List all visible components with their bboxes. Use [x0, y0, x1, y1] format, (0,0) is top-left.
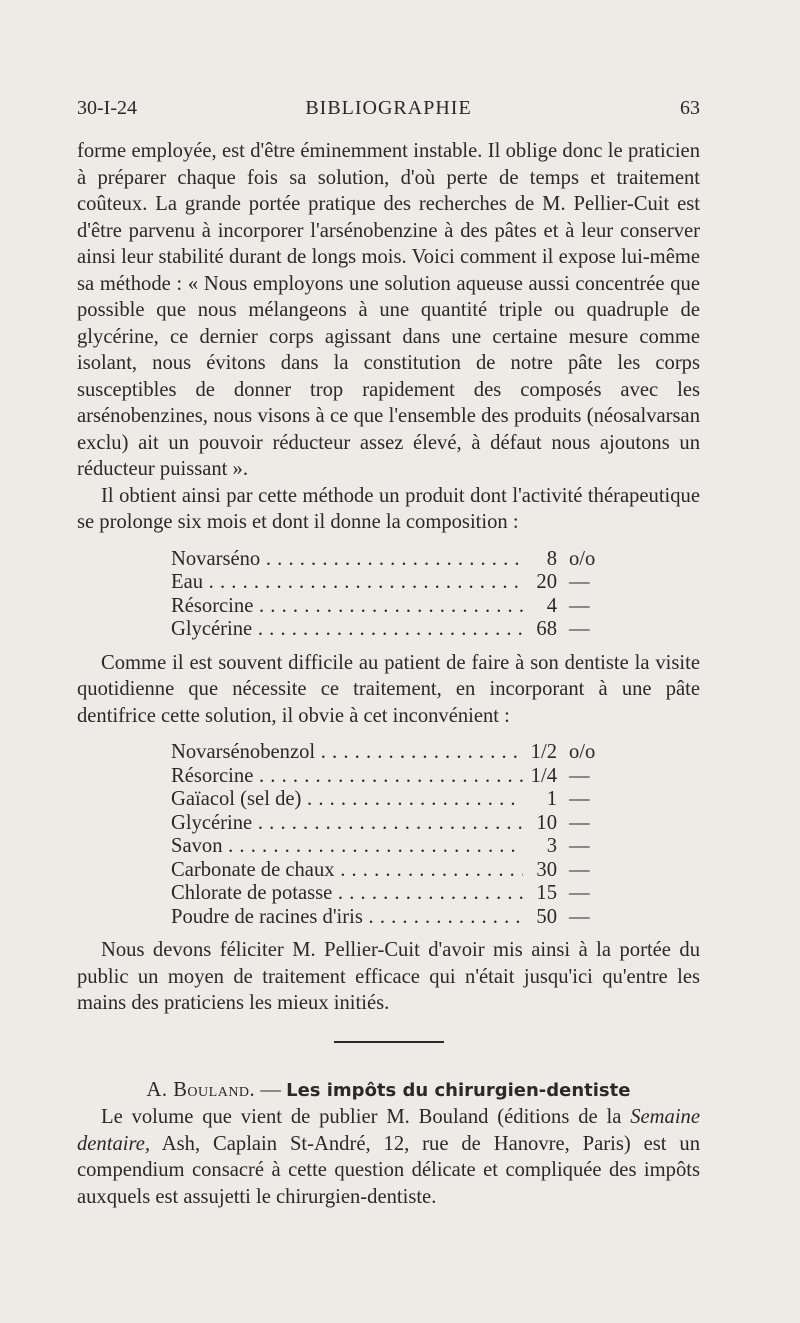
paragraph-composition-intro: Il obtient ainsi par cette méthode un produit dont l'activité thérapeutique se prolonge six mois et dont il donne la composition : [77, 484, 700, 533]
recipe-row [171, 739, 611, 763]
recipe-row [171, 810, 611, 834]
ingredient-quantity: 1/2 [530, 741, 557, 763]
ingredient-quantity: 20 [536, 571, 557, 593]
paragraph-review [77, 1104, 700, 1210]
ingredient-unit: — [569, 858, 590, 881]
review-heading [77, 1077, 700, 1105]
ingredient-name: Résorcine . . . [171, 763, 523, 790]
ingredient-unit: — [569, 835, 590, 857]
ingredient-unit: o/o [569, 547, 596, 570]
ingredient-unit: — [569, 764, 590, 787]
recipe-row [171, 857, 611, 881]
ingredient-quantity: 4 [546, 594, 557, 617]
ingredient-quantity: 15 [536, 882, 557, 904]
recipe-row [171, 593, 611, 617]
review-text-end: Ash, Caplain St-André, 12, rue de Hanovre, Paris) est un compendium consacré à cette question délicate et compliquée des impôts auxquels est assujetti le chirurgien-dentiste. [77, 1132, 700, 1208]
recipe-toothpaste [171, 739, 611, 927]
heading-dash: — [255, 1078, 287, 1101]
recipe-row [171, 904, 611, 928]
ingredient-unit: — [569, 571, 590, 593]
ingredient-name: Poudre de racines d'iris . . . [171, 904, 523, 931]
ingredient-name: Résorcine . . . [171, 593, 523, 620]
paragraph-conclusion: Nous devons féliciter M. Pellier-Cuit d'avoir mis ainsi à la portée du public un moyen de traitement efficace qui n'était jusqu'ici qu'entre les mains des praticiens les mieux initiés. [77, 939, 700, 1014]
page-number: 63 [680, 97, 700, 119]
ingredient-quantity: 10 [536, 811, 557, 834]
ingredient-name: Chlorate de potasse . . . [171, 880, 523, 907]
ingredient-unit: — [569, 594, 590, 617]
section-title: BIBLIOGRAPHIE [305, 97, 472, 119]
recipe-row [171, 763, 611, 787]
ingredient-unit: — [569, 882, 590, 904]
review-author: A. Bouland. [146, 1078, 256, 1101]
ingredient-name: Carbonate de chaux . . . [171, 857, 523, 884]
journal-name: Semaine dentaire, [77, 1106, 700, 1155]
recipe-row [171, 616, 611, 640]
paragraph-method: forme employée, est d'être éminemment instable. Il oblige donc le praticien à préparer chaque fois sa solution, d'où perte de temps et traitement coûteux. La grande portée pratique des recherches de M. Pellier-Cuit est d'être parvenu à incorporer l'arsénobenzine à des pâtes et à leur conserver ainsi leur stabilité durant de longs mois. Voici comment il expose lui-même sa méthode : « Nous employons une solution aqueuse aussi concentrée que possible que nous mélangeons à une quantité triple ou quadruple de glycérine, ce dernier corps agissant dans une certaine mesure comme isolant, nous évitons dans la constitution de notre pâte les corps susceptibles de donner trop rapidement des composés avec les arsénobenzines, nous visons à ce que l'ensemble des produits (néosalvarsan exclu) ait un pouvoir réducteur assez élevé, à défaut nous ajoutons un réducteur puissant ». [77, 140, 700, 480]
issue-date: 30-I-24 [77, 97, 137, 119]
ingredient-unit: — [569, 788, 590, 810]
article-body [77, 138, 700, 1210]
ingredient-name: Novarséno . . . [171, 546, 523, 573]
ingredient-unit: — [569, 618, 590, 640]
recipe-row [171, 546, 611, 570]
recipe-row [171, 786, 611, 810]
ingredient-unit: — [569, 905, 590, 928]
ingredient-name: Glycérine . . . [171, 810, 523, 837]
ingredient-unit: — [569, 811, 590, 834]
paragraph-toothpaste: Comme il est souvent difficile au patient de faire à son dentiste la visite quotidienne que nécessite ce traitement, en incorporant à une pâte dentifrice cette solution, il obvie à cet inconvénient : [77, 651, 700, 727]
recipe-row [171, 569, 611, 593]
recipe-row [171, 880, 611, 904]
review-title: Les impôts du chirurgien-dentiste [286, 1079, 631, 1101]
recipe-paste [171, 546, 611, 640]
ingredient-name: Novarsénobenzol . . . [171, 739, 523, 766]
ingredient-quantity: 1/4 [530, 764, 557, 787]
section-divider [334, 1041, 444, 1043]
review-text-start: Le volume que vient de publier M. Bouland (éditions de la [101, 1106, 631, 1128]
ingredient-quantity: 30 [536, 858, 557, 881]
ingredient-unit: o/o [569, 741, 596, 763]
ingredient-name: Eau . . . [171, 569, 523, 596]
recipe-row [171, 833, 611, 857]
ingredient-quantity: 3 [546, 835, 557, 857]
ingredient-quantity: 68 [536, 618, 557, 640]
ingredient-name: Savon . . . [171, 833, 523, 860]
ingredient-name: Glycérine . . . [171, 616, 523, 643]
ingredient-quantity: 50 [536, 905, 557, 928]
ingredient-quantity: 1 [546, 788, 557, 810]
ingredient-name: Gaïacol (sel de) . . . [171, 786, 523, 813]
ingredient-quantity: 8 [546, 547, 557, 570]
